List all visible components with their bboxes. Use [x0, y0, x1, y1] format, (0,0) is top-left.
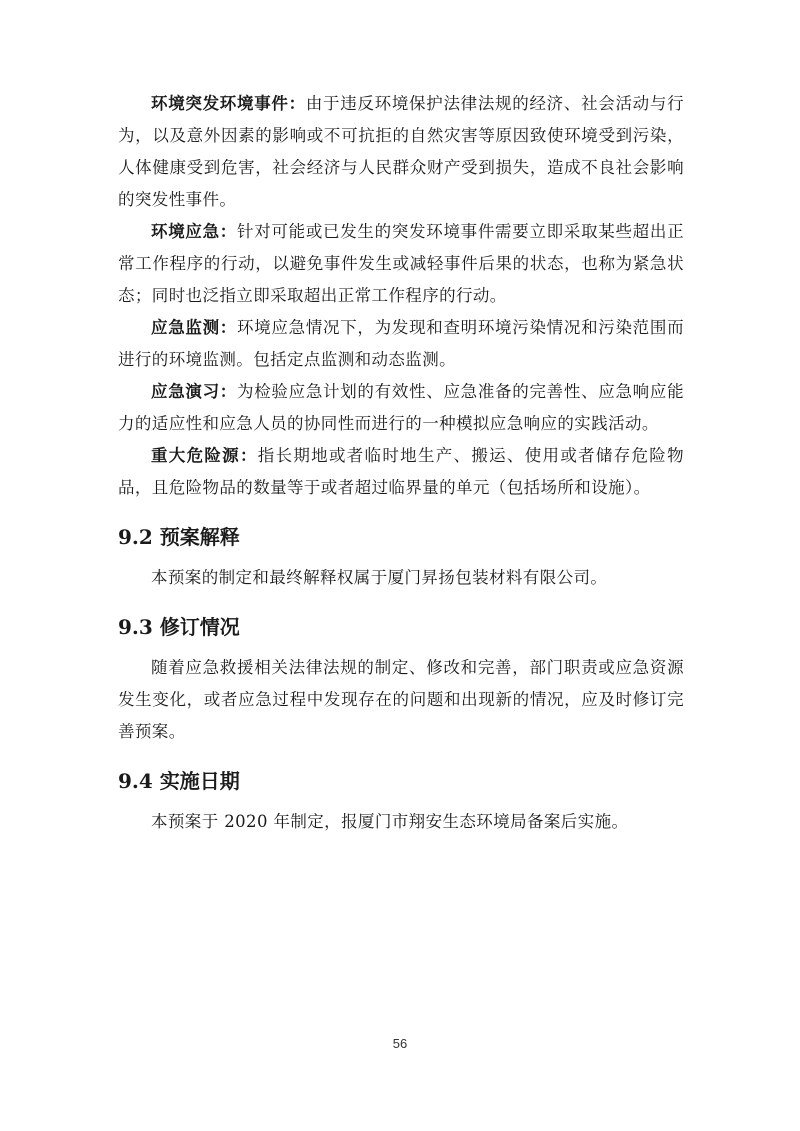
definition-paragraph [118, 440, 684, 504]
definition-text: 针对可能或已发生的突发环境事件需要立即采取某些超出正常工作程序的行动，以避免事件发生或减轻事件后果的状态，也称为紧急状态；同时也泛指立即采取超出正常工作程序的行动。 [118, 222, 684, 305]
definition-term: 应急演习： [151, 382, 238, 401]
definition-paragraph [118, 376, 684, 440]
definition-paragraph [118, 216, 684, 312]
definition-paragraph [118, 88, 684, 216]
definition-text: 指长期地或者临时地生产、搬运、使用或者储存危险物品，且危险物品的数量等于或者超过临界量的单元（包括场所和设施）。 [118, 446, 684, 497]
section-heading-9-2 [118, 522, 684, 552]
section-title: 修订情况 [159, 615, 240, 639]
section-number: 9.3 [118, 615, 153, 639]
definition-term: 应急监测： [151, 318, 238, 337]
definition-text: 环境应急情况下，为发现和查明环境污染情况和污染范围而进行的环境监测。包括定点监测和动态监测。 [118, 318, 684, 369]
page-content [118, 88, 684, 838]
definition-term: 环境突发环境事件： [151, 94, 306, 113]
page-number: 56 [392, 1036, 408, 1051]
section-body: 随着应急救援相关法律法规的制定、修改和完善，部门职责或应急资源发生变化，或者应急过程中发现存在的问题和出现新的情况，应及时修订完善预案。 [118, 658, 684, 741]
definition-text: 由于违反环境保护法律法规的经济、社会活动与行为，以及意外因素的影响或不可抗拒的自然灾害等原因致使环境受到污染，人体健康受到危害，社会经济与人民群众财产受到损失，造成不良社会影响的突发性事件。 [118, 94, 684, 209]
section-number: 9.2 [118, 525, 153, 549]
definition-term: 重大危险源： [151, 446, 258, 465]
section-title: 实施日期 [159, 769, 240, 793]
section-heading-9-4 [118, 766, 684, 796]
section-number: 9.4 [118, 769, 153, 793]
section-heading-9-3 [118, 612, 684, 642]
definition-term: 环境应急： [151, 222, 238, 241]
section-body: 本预案于 2020 年制定，报厦门市翔安生态环境局备案后实施。 [151, 812, 629, 831]
section-title: 预案解释 [159, 525, 240, 549]
definition-text: 为检验应急计划的有效性、应急准备的完善性、应急响应能力的适应性和应急人员的协同性而进行的一种模拟应急响应的实践活动。 [118, 382, 684, 433]
definition-paragraph [118, 312, 684, 376]
section-body: 本预案的制定和最终解释权属于厦门昇扬包装材料有限公司。 [151, 568, 608, 587]
